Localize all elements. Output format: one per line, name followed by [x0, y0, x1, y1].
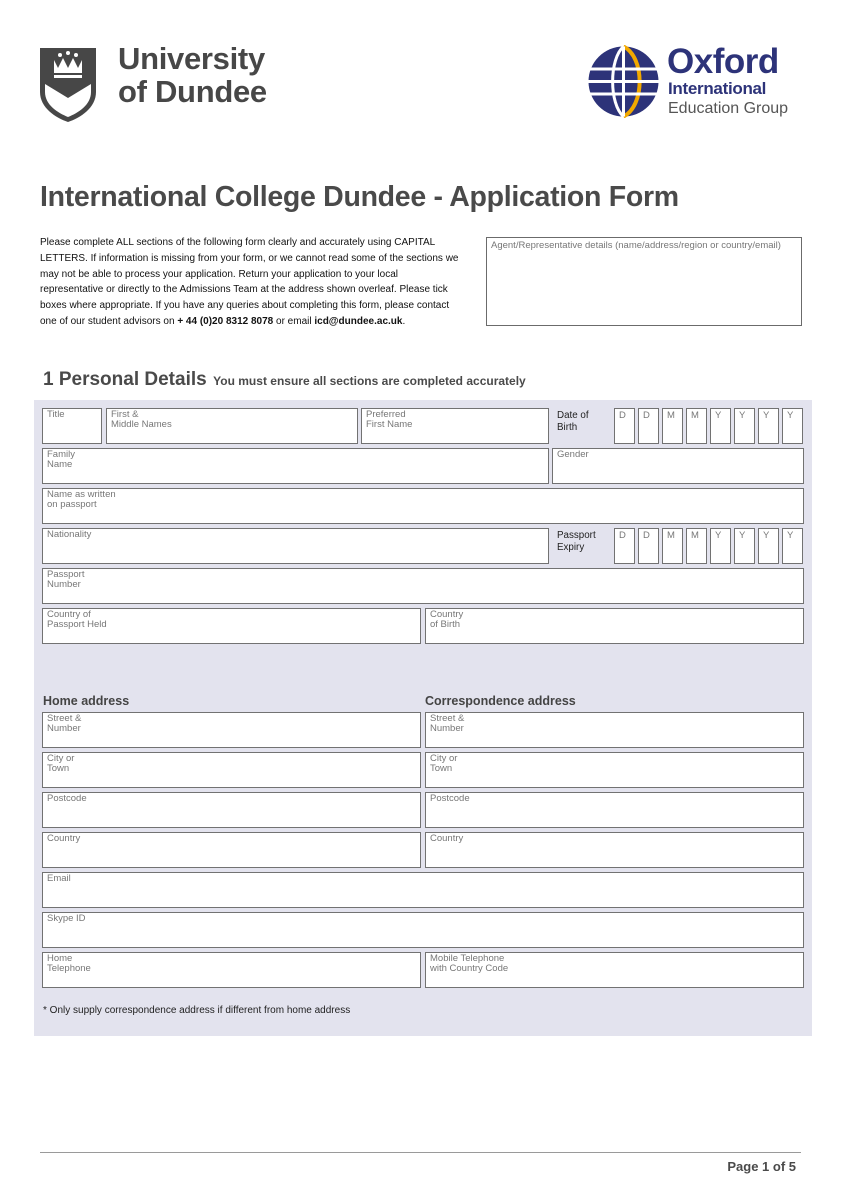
home-postcode-label: Postcode	[47, 793, 87, 804]
home-postcode-field[interactable]	[42, 792, 421, 828]
date-of-birth-digit-box[interactable]	[758, 408, 779, 444]
footer-divider	[40, 1152, 801, 1153]
home-address-heading: Home address	[43, 694, 130, 708]
date-of-birth-digit-box[interactable]	[710, 408, 731, 444]
country-of-birth-label: Country of Birth	[430, 609, 464, 630]
preferred-first-name-label: Preferred First Name	[366, 409, 413, 430]
agent-details-box[interactable]	[486, 237, 802, 326]
title-label: Title	[47, 409, 65, 420]
passport-expiry-digit-box[interactable]	[734, 528, 755, 564]
date-of-birth-label: Date of Birth	[557, 410, 589, 433]
digit-placeholder: D	[643, 530, 650, 541]
home-telephone-field[interactable]	[42, 952, 421, 988]
home-country-field[interactable]	[42, 832, 421, 868]
passport-expiry-digit-box[interactable]	[686, 528, 707, 564]
date-of-birth-digit-box[interactable]	[782, 408, 803, 444]
home-country-label: Country	[47, 833, 81, 844]
correspondence-postcode-field[interactable]	[425, 792, 804, 828]
oxford-globe-logo	[587, 45, 660, 118]
oxford-logo-sub2: Education Group	[668, 100, 789, 117]
correspondence-street-field[interactable]	[425, 712, 804, 748]
digit-placeholder: Y	[739, 410, 746, 421]
digit-placeholder: Y	[787, 410, 794, 421]
passport-expiry-digit-box[interactable]	[758, 528, 779, 564]
email-link[interactable]: icd@dundee.ac.uk	[314, 315, 403, 327]
passport-expiry-digit-box[interactable]	[662, 528, 683, 564]
section-note: You must ensure all sections are completed accurately	[213, 374, 526, 388]
passport-expiry-digit-box[interactable]	[638, 528, 659, 564]
personal-details-panel	[34, 400, 812, 1036]
skype-id-label: Skype ID	[47, 913, 86, 924]
correspondence-city-label: City or Town	[430, 753, 458, 774]
university-logo-line1: University	[118, 41, 265, 76]
correspondence-postcode-label: Postcode	[430, 793, 470, 804]
mobile-telephone-field[interactable]	[425, 952, 804, 988]
first-middle-names-label: First & Middle Names	[111, 409, 172, 430]
family-name-field[interactable]	[42, 448, 549, 484]
digit-placeholder: Y	[715, 410, 722, 421]
gender-field[interactable]	[552, 448, 804, 484]
digit-placeholder: D	[619, 410, 626, 421]
correspondence-street-label: Street & Number	[430, 713, 465, 734]
passport-expiry-label: Passport Expiry	[557, 530, 596, 553]
digit-placeholder: M	[691, 410, 699, 421]
date-of-birth-digit-box[interactable]	[638, 408, 659, 444]
first-middle-names-field[interactable]	[106, 408, 358, 444]
oxford-logo-main: Oxford	[667, 42, 779, 81]
home-street-field[interactable]	[42, 712, 421, 748]
page-title: International College Dundee - Application Form	[40, 181, 679, 213]
email-label: Email	[47, 873, 71, 884]
skype-id-field[interactable]	[42, 912, 804, 948]
university-logo-line2: of Dundee	[118, 74, 267, 109]
university-logo-text	[118, 42, 267, 108]
email-field[interactable]	[42, 872, 804, 908]
phone-number: + 44 (0)20 8312 8078	[177, 315, 274, 327]
digit-placeholder: Y	[763, 530, 770, 541]
gender-label: Gender	[557, 449, 589, 460]
home-telephone-label: Home Telephone	[47, 953, 91, 974]
country-of-passport-label: Country of Passport Held	[47, 609, 107, 630]
digit-placeholder: M	[667, 410, 675, 421]
agent-details-label: Agent/Representative details (name/address/region or country/email)	[491, 240, 781, 251]
passport-expiry-digit-box[interactable]	[614, 528, 635, 564]
digit-placeholder: M	[667, 530, 675, 541]
digit-placeholder: Y	[715, 530, 722, 541]
correspondence-address-heading: Correspondence address	[425, 694, 576, 708]
mobile-telephone-label: Mobile Telephone with Country Code	[430, 953, 509, 974]
home-street-label: Street & Number	[47, 713, 82, 734]
date-of-birth-digit-box[interactable]	[662, 408, 683, 444]
digit-placeholder: Y	[787, 530, 794, 541]
correspondence-city-field[interactable]	[425, 752, 804, 788]
title-field[interactable]	[42, 408, 102, 444]
passport-name-field[interactable]	[42, 488, 804, 524]
dundee-crest-icon	[40, 46, 96, 122]
nationality-label: Nationality	[47, 529, 92, 540]
intro-text-or: or email	[273, 315, 315, 327]
country-of-birth-field[interactable]	[425, 608, 804, 644]
university-of-dundee-logo	[40, 46, 96, 122]
passport-expiry-digit-box[interactable]	[782, 528, 803, 564]
nationality-field[interactable]	[42, 528, 549, 564]
footnote: * Only supply correspondence address if different from home address	[43, 1005, 351, 1016]
home-city-label: City or Town	[47, 753, 75, 774]
digit-placeholder: D	[643, 410, 650, 421]
section-heading	[43, 369, 526, 391]
intro-paragraph	[40, 235, 460, 330]
passport-number-field[interactable]	[42, 568, 804, 604]
digit-placeholder: Y	[739, 530, 746, 541]
date-of-birth-digit-box[interactable]	[734, 408, 755, 444]
date-of-birth-digit-box[interactable]	[686, 408, 707, 444]
intro-text-end: .	[402, 315, 406, 327]
country-of-passport-field[interactable]	[42, 608, 421, 644]
globe-icon	[587, 45, 660, 118]
correspondence-country-field[interactable]	[425, 832, 804, 868]
digit-placeholder: D	[619, 530, 626, 541]
preferred-first-name-field[interactable]	[361, 408, 549, 444]
digit-placeholder: M	[691, 530, 699, 541]
page-number: Page 1 of 5	[727, 1159, 796, 1174]
date-of-birth-digit-box[interactable]	[614, 408, 635, 444]
family-name-label: Family Name	[47, 449, 75, 470]
digit-placeholder: Y	[763, 410, 770, 421]
passport-expiry-digit-box[interactable]	[710, 528, 731, 564]
section-title: 1 Personal Details	[43, 369, 207, 390]
passport-name-label: Name as written on passport	[47, 489, 116, 510]
home-city-field[interactable]	[42, 752, 421, 788]
passport-number-label: Passport Number	[47, 569, 85, 590]
intro-text: Please complete ALL sections of the following form clearly and accurately using CAPITAL LETTERS. If information is missing from your form, or we cannot read some of the sections we may not be able to process your application. Return your application to your local representative or directly to the Admissions Team at the address shown overleaf. Please tick boxes where appropriate. If you have any queries about completing this form, please contact one of our student advisors on	[40, 237, 459, 327]
correspondence-country-label: Country	[430, 833, 464, 844]
oxford-logo-sub1: International	[668, 79, 767, 98]
